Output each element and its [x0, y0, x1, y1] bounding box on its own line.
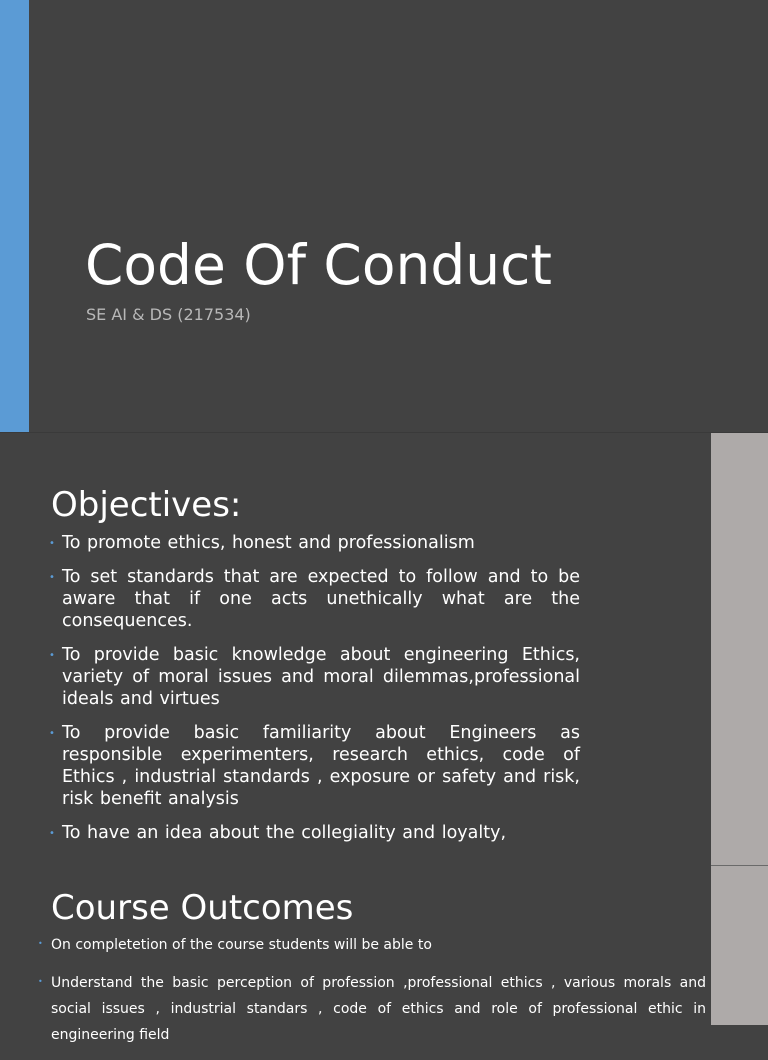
bullet-icon: •	[49, 828, 55, 839]
bullet-icon: •	[49, 728, 55, 739]
slide-subtitle: SE AI & DS (217534)	[86, 305, 251, 324]
list-item: • On completetion of the course students will be able to	[38, 932, 706, 958]
list-item: • To provide basic familiarity about Engineers as responsible experimenters, research ethics, code of Ethics , industrial standards , exposure or safety and risk, risk benefit analysis	[49, 723, 580, 809]
side-panel	[711, 866, 768, 1025]
bullet-icon: •	[49, 572, 55, 583]
list-item: • To provide basic knowledge about engineering Ethics, variety of moral issues and moral dilemmas,professional ideals and virtues	[49, 645, 580, 709]
list-item: • Understand the basic perception of profession ,professional ethics , various morals and social issues , industrial standars , code of ethics and role of professional ethic in engineering field	[38, 970, 706, 1048]
bullet-icon: •	[49, 538, 55, 549]
accent-bar	[0, 0, 29, 432]
bullet-icon: •	[38, 939, 43, 948]
list-item: • To set standards that are expected to follow and to be aware that if one acts unethically what are the consequences.	[49, 567, 580, 631]
bullet-icon: •	[49, 650, 55, 661]
objectives-slide	[0, 433, 768, 866]
outcomes-heading: Course Outcomes	[51, 888, 354, 928]
objectives-heading: Objectives:	[51, 485, 242, 525]
slide-title: Code Of Conduct	[85, 233, 552, 297]
list-item: • To promote ethics, honest and professionalism	[49, 533, 475, 553]
list-item: • To have an idea about the collegiality and loyalty,	[49, 823, 507, 843]
title-slide	[0, 0, 768, 433]
outcomes-slide	[0, 866, 768, 1043]
outcomes-list	[38, 932, 706, 1060]
bullet-icon: •	[38, 977, 43, 986]
objectives-list	[49, 532, 580, 856]
side-panel	[711, 433, 768, 866]
